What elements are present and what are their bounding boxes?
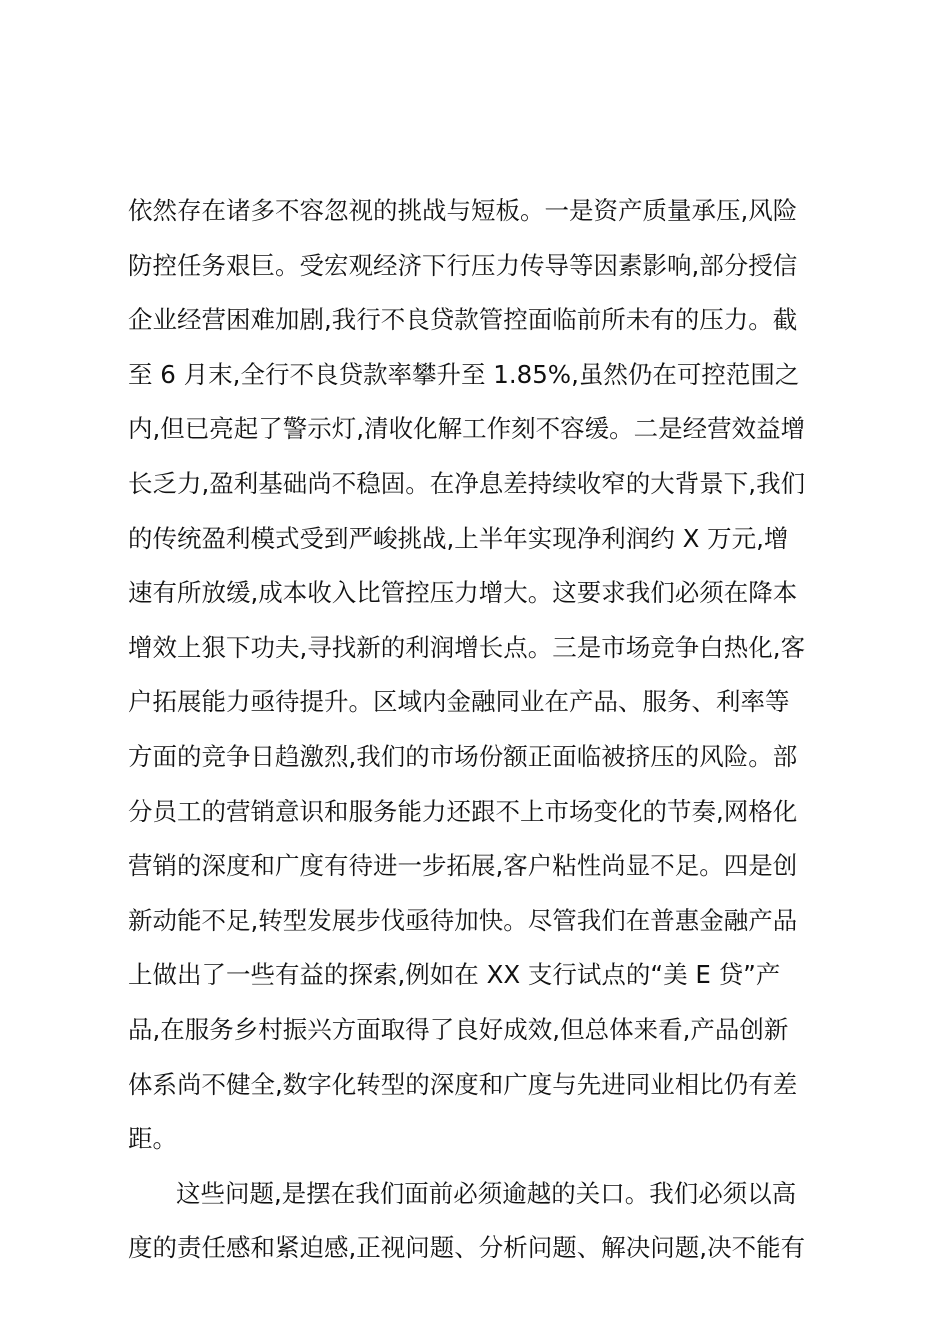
text-line: 防控任务艰巨。受宏观经济下行压力传导等因素影响,部分授信 bbox=[128, 250, 798, 280]
text-line: 速有所放缓,成本收入比管控压力增大。这要求我们必须在降本 bbox=[128, 578, 798, 608]
text-line: 企业经营困难加剧,我行不良贷款管控面临前所未有的压力。截 bbox=[128, 305, 798, 335]
text-line: 内,但已亮起了警示灯,清收化解工作刻不容缓。二是经营效益增 bbox=[128, 414, 806, 444]
text-line: 距。 bbox=[128, 1124, 177, 1154]
paragraph-challenges bbox=[128, 184, 828, 1167]
text-line: 方面的竞争日趋激烈,我们的市场份额正面临被挤压的风险。部 bbox=[128, 741, 798, 771]
text-line: 分员工的营销意识和服务能力还跟不上市场变化的节奏,网格化 bbox=[128, 796, 798, 826]
text-line: 的传统盈利模式受到严峻挑战,上半年实现净利润约 X 万元,增 bbox=[128, 523, 789, 553]
text-line: 度的责任感和紧迫感,正视问题、分析问题、解决问题,决不能有 bbox=[128, 1233, 806, 1263]
text-line: 依然存在诸多不容忽视的挑战与短板。一是资产质量承压,风险 bbox=[128, 196, 798, 225]
text-line: 新动能不足,转型发展步伐亟待加快。尽管我们在普惠金融产品 bbox=[128, 905, 798, 935]
text-line: 这些问题,是摆在我们面前必须逾越的关口。我们必须以高 bbox=[176, 1178, 797, 1208]
paragraph-conclusion bbox=[128, 1167, 828, 1276]
text-line: 户拓展能力亟待提升。区域内金融同业在产品、服务、利率等 bbox=[128, 687, 790, 717]
text-line: 体系尚不健全,数字化转型的深度和广度与先进同业相比仍有差 bbox=[128, 1069, 798, 1099]
text-line: 品,在服务乡村振兴方面取得了良好成效,但总体来看,产品创新 bbox=[128, 1014, 789, 1044]
body-text bbox=[128, 184, 828, 1276]
text-line: 上做出了一些有益的探索,例如在 XX 支行试点的“美 E 贷”产 bbox=[128, 960, 781, 990]
text-line: 至 6 月末,全行不良贷款率攀升至 1.85%,虽然仍在可控范围之 bbox=[128, 359, 800, 389]
text-line: 长乏力,盈利基础尚不稳固。在净息差持续收窄的大背景下,我们 bbox=[128, 468, 806, 498]
text-line: 增效上狠下功夫,寻找新的利润增长点。三是市场竞争白热化,客 bbox=[128, 632, 806, 662]
text-line: 营销的深度和广度有待进一步拓展,客户粘性尚显不足。四是创 bbox=[128, 851, 798, 881]
